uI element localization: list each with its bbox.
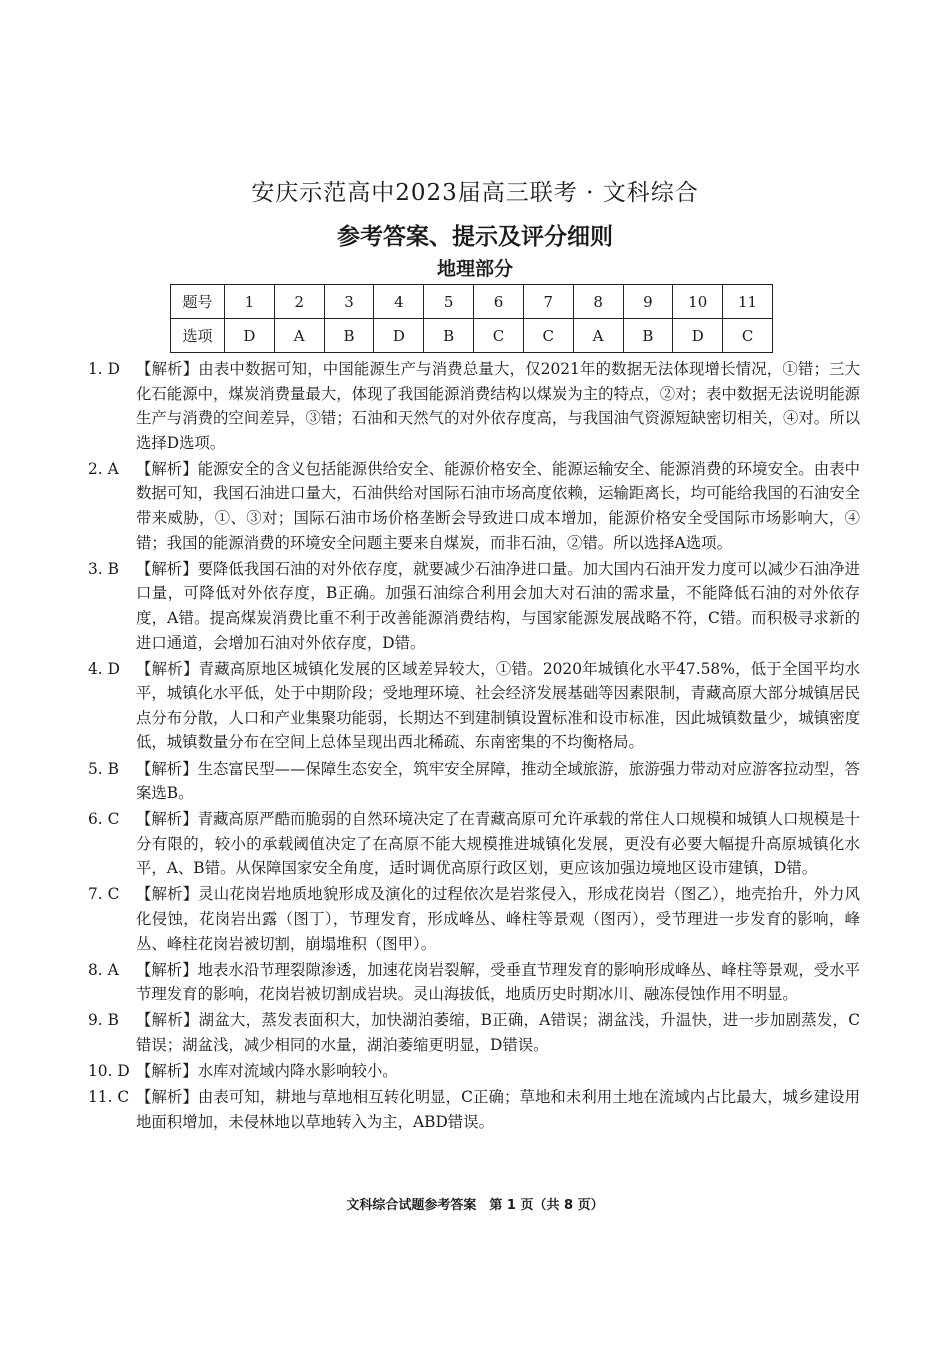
- answer-table: [170, 284, 773, 353]
- item-text: 【解析】能源安全的含义包括能源供给安全、能源价格安全、能源运输安全、能源消费的环境安全。由表中数据可知，我国石油进口量大，石油供给对国际石油市场高度依赖，运输距离长，均可能给我国的石油安全带来威胁，①、③对；国际石油市场价格垄断会导致进口成本增加，能源价格安全受国际市场影响大，④错；我国的能源消费的环境安全问题主要来自煤炭，而非石油，②错。所以选择A选项。: [136, 459, 860, 552]
- explanation-item: [88, 457, 860, 555]
- answer-option: D: [225, 319, 275, 353]
- answer-option: D: [673, 319, 723, 353]
- item-number: 6. C: [88, 810, 120, 829]
- item-text: 【解析】地表水沿节理裂隙渗透，加速花岗岩裂解，受垂直节理发育的影响形成峰丛、峰柱等景观，受水平节理发育的影响，花岗岩被切割成岩块。灵山海拔低，地质历史时期冰川、融冻侵蚀作用不明显。: [136, 960, 860, 1004]
- question-number: 8: [573, 285, 623, 319]
- item-text: 【解析】要降低我国石油的对外依存度，就要减少石油净进口量。加大国内石油开发力度可以减少石油净进口量，可降低对外依存度，B正确。加强石油综合利用会加大对石油的需求量，不能降低石油的对外依存度，A错。提高煤炭消费比重不利于改善能源消费结构，与国家能源发展战略不符，C错。而积极寻求新的进口通道，会增加石油对外依存度，D错。: [136, 559, 860, 652]
- explanation-item: [88, 882, 860, 956]
- answer-option: B: [623, 319, 673, 353]
- item-text: 【解析】水库对流域内降水影响较小。: [136, 1062, 398, 1081]
- item-number: 3. B: [88, 559, 119, 578]
- question-number: 7: [523, 285, 573, 319]
- explanation-item: [88, 757, 860, 806]
- question-number: 3: [324, 285, 374, 319]
- page-footer: 文科综合试题参考答案 第 1 页（共 8 页）: [346, 1198, 604, 1213]
- item-text: 【解析】青藏高原地区城镇化发展的区域差异较大，①错。2020年城镇化水平47.58%，低于全国平均水平，城镇化水平低，处于中期阶段；受地理环境、社会经济发展基础等因素限制，青藏高原大部分城镇居民点分布分散，人口和产业集聚功能弱，长期达不到建制镇设置标准和设市标准，因此城镇数量少，城镇密度低，城镇数量分布在空间上总体呈现出西北稀疏、东南密集的不均衡格局。: [136, 659, 860, 752]
- explanation-item: [88, 1059, 860, 1084]
- question-number: 4: [374, 285, 424, 319]
- item-number: 10. D: [88, 1062, 130, 1081]
- answer-option: A: [573, 319, 623, 353]
- item-text: 【解析】生态富民型——保障生态安全，筑牢安全屏障，推动全域旅游，旅游强力带动对应游客拉动型，答案选B。: [136, 759, 860, 803]
- explanation-item: [88, 557, 860, 655]
- question-number: 5: [424, 285, 474, 319]
- item-text: 【解析】灵山花岗岩地质地貌形成及演化的过程依次是岩浆侵入，形成花岗岩（图乙），地壳抬升，外力风化侵蚀，花岗岩出露（图丁），节理发育，形成峰丛、峰柱等景观（图丙），受节理进一步发育的影响，峰丛、峰柱花岗岩被切割，崩塌堆积（图甲）。: [136, 885, 860, 953]
- item-number: 11. C: [88, 1088, 130, 1107]
- doc-subtitle: 参考答案、提示及评分细则: [337, 224, 613, 250]
- item-number: 4. D: [88, 659, 120, 678]
- item-number: 7. C: [88, 885, 120, 904]
- question-number: 9: [623, 285, 673, 319]
- question-number: 10: [673, 285, 723, 319]
- explanation-list: [88, 357, 860, 1136]
- explanation-item: [88, 807, 860, 881]
- row-label-option: 选项: [171, 319, 225, 353]
- answer-table-row-options: [171, 319, 773, 353]
- item-number: 1. D: [88, 360, 120, 378]
- item-text: 【解析】由表可知，耕地与草地相互转化明显，C正确；草地和未利用土地在流域内占比最大，城乡建设用地面积增加，未侵林地以草地转入为主，ABD错误。: [136, 1088, 860, 1131]
- question-number: 1: [225, 285, 275, 319]
- row-label-number: 题号: [171, 285, 225, 319]
- explanation-item: [88, 1008, 860, 1057]
- item-number: 5. B: [88, 759, 119, 778]
- item-number: 8. A: [88, 960, 119, 979]
- explanation-item: [88, 657, 860, 755]
- answer-option: C: [523, 319, 573, 353]
- doc-title: 安庆示范高中2023届高三联考 · 文科综合: [251, 180, 699, 206]
- answer-option: C: [474, 319, 524, 353]
- question-number: 11: [723, 285, 773, 319]
- question-number: 6: [474, 285, 524, 319]
- explanation-item: [88, 958, 860, 1007]
- question-number: 2: [274, 285, 324, 319]
- answer-option: A: [274, 319, 324, 353]
- answer-option: C: [723, 319, 773, 353]
- section-title: 地理部分: [436, 258, 513, 280]
- explanation-item: [88, 1085, 860, 1134]
- answer-option: B: [424, 319, 474, 353]
- answer-option: B: [324, 319, 374, 353]
- answer-table-row-numbers: [171, 285, 773, 319]
- item-text: 【解析】湖盆大，蒸发表面积大，加快湖泊萎缩，B正确，A错误；湖盆浅，升温快，进一步加剧蒸发，C错误；湖盆浅，减少相同的水量，湖泊萎缩更明显，D错误。: [136, 1011, 860, 1055]
- item-number: 9. B: [88, 1011, 119, 1030]
- item-text: 【解析】青藏高原严酷而脆弱的自然环境决定了在青藏高原可允许承载的常住人口规模和城镇人口规模是十分有限的，较小的承载阈值决定了在高原不能大规模推进城镇化发展，更没有必要大幅提升高原城镇化水平，A、B错。从保障国家安全角度，适时调优高原行政区划，更应该加强边境地区设市建镇，D错。: [136, 810, 860, 878]
- answer-option: D: [374, 319, 424, 353]
- explanation-item: [88, 357, 860, 455]
- item-text: 【解析】由表中数据可知，中国能源生产与消费总量大，仅2021年的数据无法体现增长情况，①错；三大化石能源中，煤炭消费量最大，体现了我国能源消费结构以煤炭为主的特点，②对；表中数据无法说明能源生产与消费的空间差异，③错；石油和天然气的对外依存度高，与我国油气资源短缺密切相关，④对。所以选择D选项。: [136, 360, 860, 452]
- item-number: 2. A: [88, 459, 119, 478]
